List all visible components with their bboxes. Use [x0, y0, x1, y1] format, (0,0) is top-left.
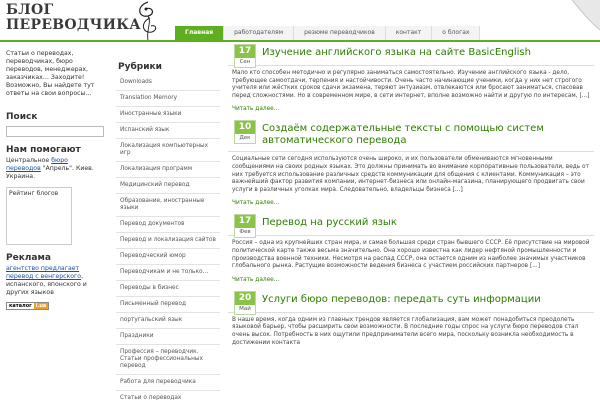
post-title[interactable]: Создаём содержательные тексты с помощью систем автоматического перевода [262, 123, 544, 147]
post-title[interactable]: Услуги бюро переводов: передать суть информации [262, 293, 541, 305]
ad-title: Реклама [6, 253, 51, 263]
post-header [228, 120, 594, 152]
rating-label: Рейтинг блогов [9, 190, 59, 197]
post-day: 10 [235, 121, 255, 134]
rubric-item[interactable]: Медицинский перевод [116, 178, 220, 194]
rating-widget[interactable] [6, 187, 72, 245]
rubric-item[interactable]: португальский язык [116, 313, 220, 329]
rubric-item[interactable]: Письменный перевод [116, 297, 220, 313]
post-header [228, 44, 594, 66]
rubric-item[interactable]: Иностранные языки [116, 107, 220, 123]
post-excerpt: В наше время, когда одним из главных трендов является глобализация, вам может понадобиться преодолеть языковой барьер, чтобы расширить свои возможности. В последние годы спрос на услуги бюро переводов стал очень высок. Потребность в них ощутили предприниматели всего мира, поскольку возникла необходимость в достижении контакта [232, 316, 579, 346]
ad-link[interactable]: агентство предлагает перевод с венгерского [6, 265, 82, 280]
rubric-item[interactable]: Переводческий юмор [116, 249, 220, 265]
left-sidebar [0, 44, 110, 313]
help-title: Нам помогают [6, 145, 81, 155]
catalog-badge[interactable] [6, 302, 49, 310]
logo-line-1: БЛОГ [6, 2, 54, 18]
page-curl-icon [560, 0, 600, 30]
post-title[interactable]: Изучение английского языка на сайте BasicEnglish [262, 47, 531, 58]
post-day: 17 [235, 215, 255, 228]
header-divider [0, 40, 600, 42]
nav-employers[interactable]: работодателям [224, 26, 294, 40]
post [228, 291, 594, 347]
post-excerpt: Россия – одна из крупнейших стран мира, и самая большая среди стран бывшего СССР. Её присутствие на мировой политической карте также весьма значительно. Она хорошо известна как лидер нефтяной промышленности и производства военной техники. Несмотря на распад СССР, она остается одним из наиболее значимых участников глобального рынка. Растущие возможности ведения бизнеса с участием российских партнеров [...] [232, 240, 590, 270]
rubric-item[interactable]: Статьи о переводах [116, 391, 220, 400]
search-title: Поиск [6, 112, 38, 122]
read-more-link[interactable]: Читать далее... [232, 106, 280, 113]
nav-contact[interactable]: контакт [386, 26, 433, 40]
help-prefix: Центральное [6, 157, 52, 164]
nav-resumes[interactable]: резюме переводчиков [294, 26, 386, 40]
rubric-item[interactable]: Профессия – переводчик. Статьи профессиональных перевод [116, 345, 220, 375]
post-day: 20 [235, 292, 255, 305]
rubric-item[interactable]: Переводчикам и не только… [116, 265, 220, 281]
rubric-item[interactable]: Переводы в бизнес [116, 281, 220, 297]
nav-home[interactable]: Главная [175, 26, 224, 40]
rubric-item[interactable]: Образование, иностранные языки [116, 194, 220, 217]
rubrics-title: Рубрики [118, 62, 162, 72]
help-text [0, 155, 110, 183]
post-excerpt: Мало кто способен методично и регулярно заниматься самостоятельно. Изучение английского языка - дело, требующее самоотдачи, терпения и настойчивости. Очень часто начинающие ученики, когда у них нет строгого учителя или жёстких сроков сдачи экзамена, теряют энтузиазм, отвлекаются или бросают заниматься, спасовав перед сложностями. Но в современном мире, в сети интернет, вполне возможно найти и другую по интересам, [...] [232, 70, 590, 99]
intro-text: Статьи о переводах, переводчиках, бюро переводов, менеджерах, заказчиках… Заходите! Возможно, Вы найдете тут ответы на свои вопросы… [6, 50, 95, 97]
post-date [234, 44, 256, 68]
rubric-item[interactable]: Перевод и локализация сайтов [116, 233, 220, 249]
post-title[interactable]: Перевод на русский язык [262, 217, 397, 229]
rubric-item[interactable]: Испанский язык [116, 123, 220, 139]
rubric-item[interactable]: Downloads [116, 75, 220, 91]
post-list [228, 44, 594, 347]
post-day: 17 [235, 45, 255, 58]
help-link[interactable]: бюро переводов [6, 157, 68, 172]
post-month: Сен [239, 59, 251, 65]
site-header [0, 0, 600, 42]
post-date [234, 291, 256, 315]
badge-left: каталог [9, 303, 32, 309]
swirl-ornament-icon [118, 0, 178, 42]
read-more-link[interactable]: Читать далее... [232, 276, 280, 283]
post-date [234, 214, 256, 238]
ad-suffix: , испанского, японского и других языков [6, 273, 87, 296]
rubric-item[interactable]: Праздники [116, 329, 220, 345]
rubric-item[interactable]: Работа для переводчика [116, 375, 220, 391]
search-input[interactable] [6, 126, 104, 137]
post-month: Фев [239, 229, 251, 236]
help-suffix: "Апрель". Киев. Украина. [6, 165, 94, 180]
post [228, 120, 594, 214]
post-month: Май [239, 305, 251, 312]
rubric-item[interactable]: Перевод документов [116, 217, 220, 233]
rubric-item[interactable]: Локализация компьютерных игр [116, 139, 220, 162]
rubric-item[interactable]: Translation Memory [116, 91, 220, 107]
post-header [228, 291, 594, 313]
read-more-link[interactable]: Читать далее... [232, 200, 280, 207]
post [228, 214, 594, 290]
nav-about[interactable]: о блогах [432, 26, 480, 40]
post [228, 44, 594, 120]
ad-text [0, 263, 110, 299]
rubrics-sidebar [116, 62, 220, 400]
badge-right: i.ua [35, 303, 47, 309]
post-header [228, 214, 594, 236]
post-date [234, 120, 256, 144]
main-nav [175, 26, 480, 40]
post-month: Дек [239, 135, 251, 142]
rubric-item[interactable]: Локализация программ [116, 162, 220, 178]
logo-line-2: ПЕРЕВОДЧИКА [6, 17, 142, 33]
post-excerpt: Социальные сети сегодня используются очень широко, и их пользователи обмениваются мгновенными сообщениями на своих родных языках. Это должны принимать во внимание корпоративные пользователи, ведь от них требуется использование различных средств коммуникации для общения с клиентами. Коммуникация – это важнейший фактор развития компании, интернет-бизнеса или онлайн-магазина, планирующего продвигать свои услуги в различных уголках мира. Следовательно, владельцы бизнеса [...] [232, 156, 589, 193]
